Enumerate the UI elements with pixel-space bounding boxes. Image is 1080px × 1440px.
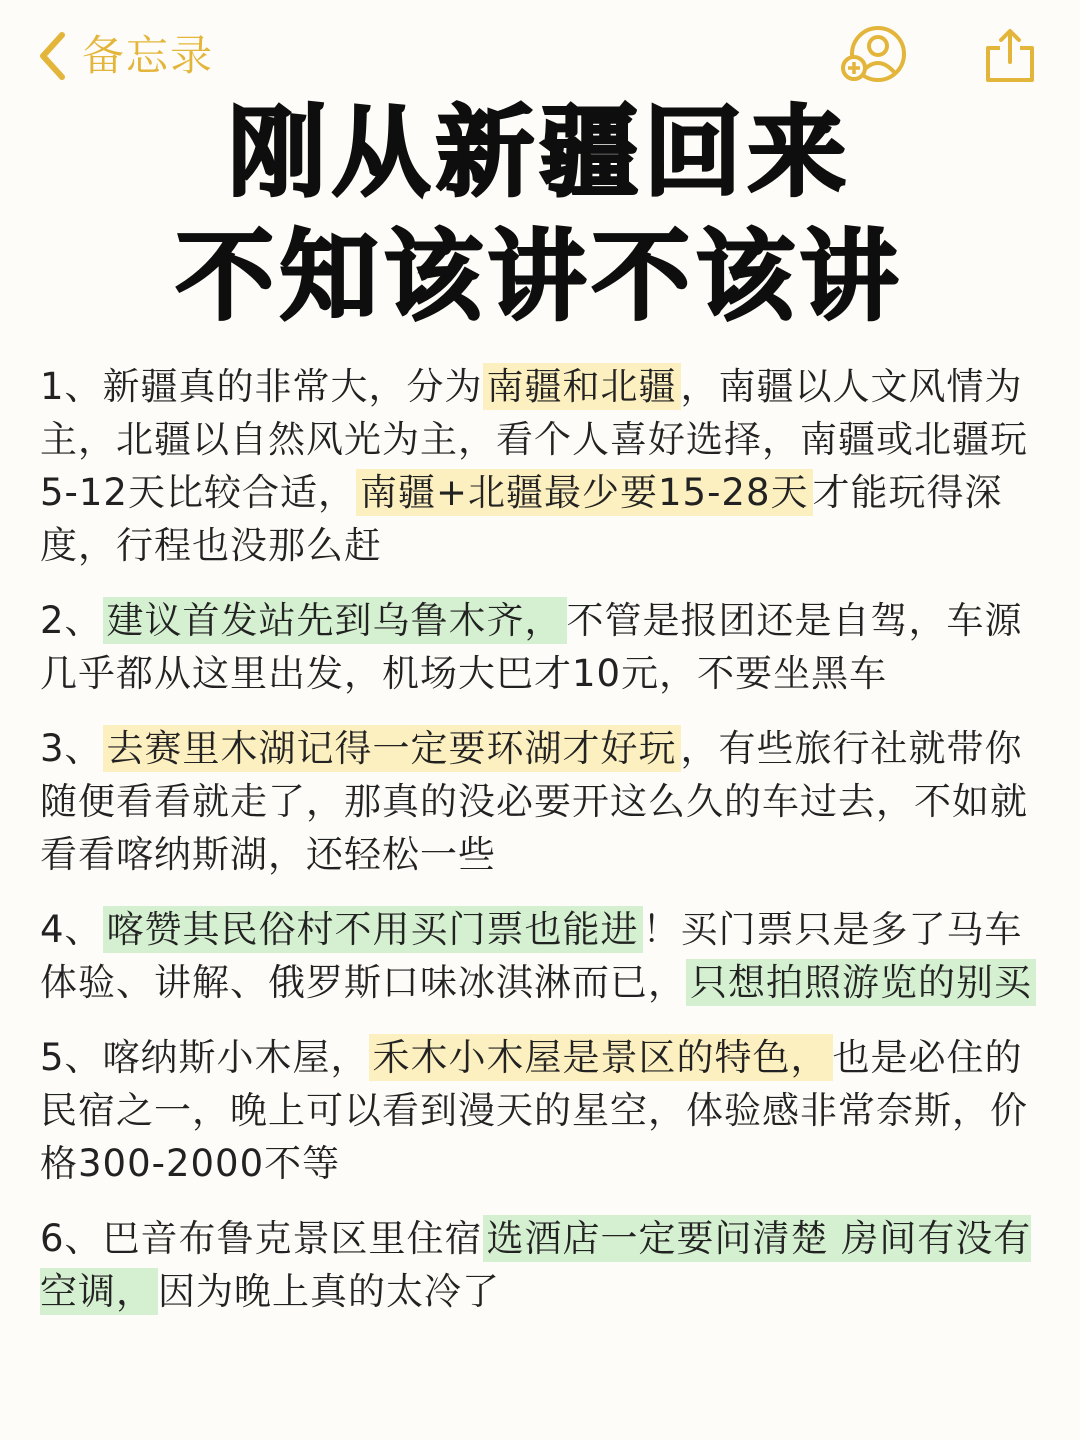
text-segment: 1、新疆真的非常大，分为 [40,365,483,408]
highlight-yellow: 去赛里木湖记得一定要环湖才好玩 [103,725,681,772]
highlight-green: 建议首发站先到乌鲁木齐， [103,597,567,644]
note-body[interactable] [40,360,1045,1340]
back-label: 备忘录 [82,31,215,80]
highlight-yellow: 南疆和北疆 [483,363,681,410]
share-icon [980,26,1040,86]
title-line-1: 刚从新疆回来 [227,96,852,210]
tip-paragraph-1 [40,360,1045,572]
text-segment: 5、喀纳斯小木屋， [40,1036,369,1079]
text-segment: 3、 [40,727,103,770]
text-segment: 不管是报团还是自驾，车源几乎都从这里出发，机场大巴才10元，不要坐黑车 [40,599,1023,695]
navigation-bar [0,0,1080,110]
text-segment: 才能玩得深度，行程也没那么赶 [40,471,1003,567]
highlight-green: 喀赞其民俗村不用买门票也能进 [103,906,643,953]
tip-paragraph-3 [40,722,1045,881]
text-segment: 6、巴音布鲁克景区里住宿 [40,1217,483,1260]
text-segment: 也是必住的民宿之一，晚上可以看到漫天的星空，体验感非常奈斯，价格300-2000不等 [40,1036,1028,1185]
highlight-yellow: 禾木小木屋是景区的特色， [369,1034,833,1081]
share-button[interactable] [980,26,1040,90]
add-person-icon [840,24,910,84]
chevron-left-icon [38,31,66,81]
highlight-yellow: 南疆+北疆最少要15-28天 [356,469,813,516]
collaborate-button[interactable] [840,24,910,88]
tip-paragraph-5 [40,1031,1045,1190]
tip-paragraph-6 [40,1212,1045,1318]
highlight-green: 选酒店一定要问清楚 房间有没有空调， [40,1217,1032,1313]
text-segment: ，有些旅行社就带你随便看看就走了，那真的没必要开这么久的车过去，不如就看看喀纳斯湖，还轻松一些 [40,727,1028,876]
text-segment: 2、 [40,599,103,642]
text-segment: 4、 [40,908,103,951]
text-segment: 因为晚上真的太冷了 [158,1270,500,1313]
text-segment: ，南疆以人文风情为主，北疆以自然风光为主，看个人喜好选择，南疆或北疆玩5-12天比较合适， [40,365,1028,514]
highlight-green: 只想拍照游览的别买 [686,959,1036,1006]
title-line-2: 不知该讲不该讲 [175,220,904,334]
text-segment: ！买门票只是多了马车体验、讲解、俄罗斯口味冰淇淋而已， [40,908,1023,1004]
back-button[interactable] [38,28,214,84]
tip-paragraph-2 [40,594,1045,700]
tip-paragraph-4 [40,903,1045,1009]
